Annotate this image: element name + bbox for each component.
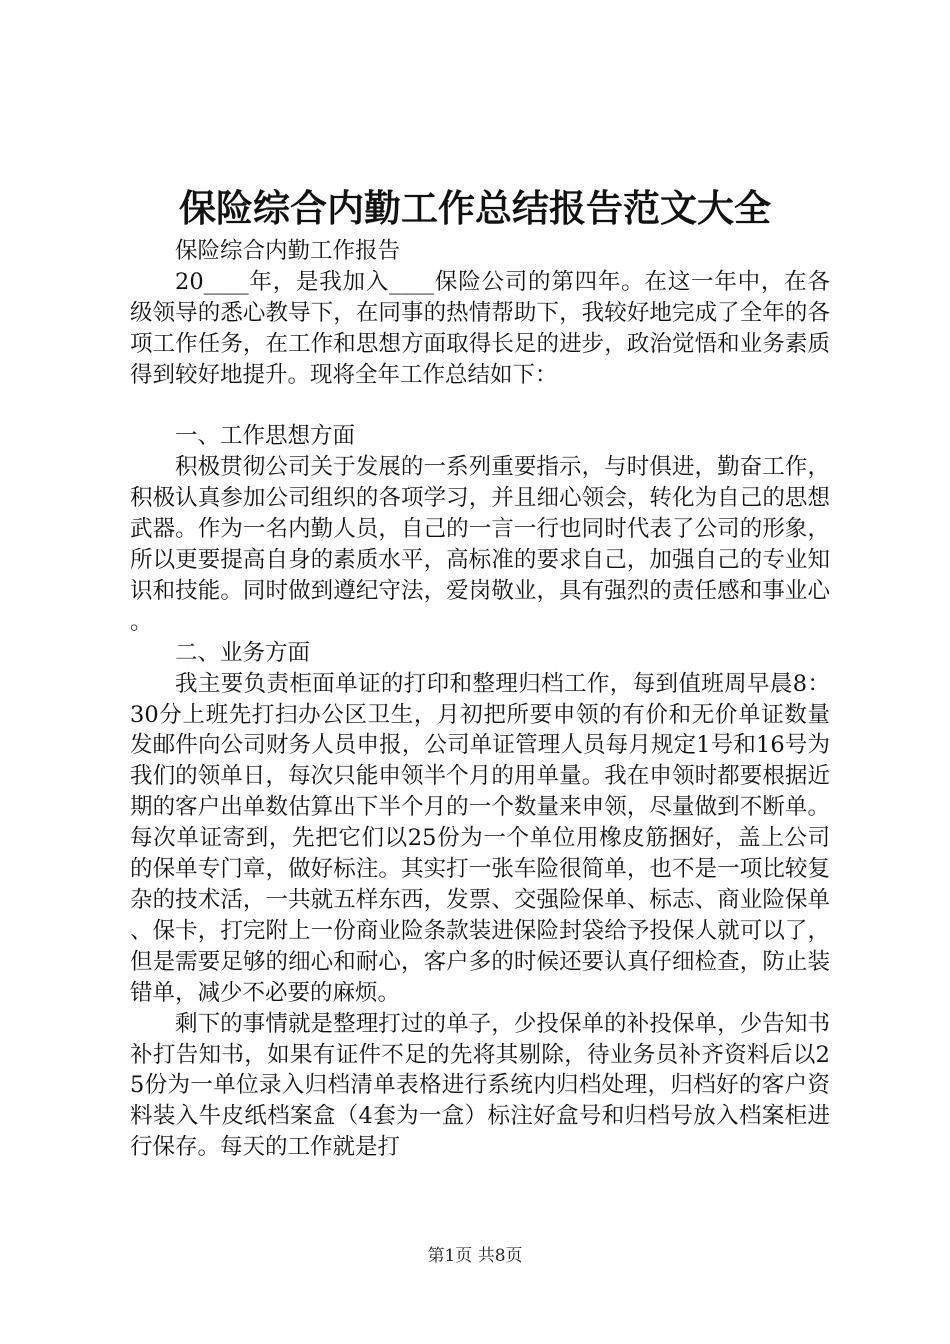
section-2-paragraph-2: 剩下的事情就是整理打过的单子，少投保单的补投保单，少告知书补打告知书，如果有证件不足的先将其剔除，待业务员补齐资料后以25份为一单位录入归档清单表格进行系统内归档处理，归档好的客户资料装入牛皮纸档案盒（4套为一盒）标注好盒号和归档号放入档案柜进行保存。每天的工作就是打 [130,1010,830,1161]
subtitle-paragraph: 保险综合内勤工作报告 [175,238,401,264]
document-title: 保险综合内勤工作总结报告范文大全 [179,187,771,230]
section-heading-2: 二、业务方面 [175,639,311,666]
document-body [130,236,830,1163]
section-1-paragraph: 积极贯彻公司关于发展的一系列重要指示，与时俱进，勤奋工作，积极认真参加公司组织的各项学习，并且细心领会，转化为自己的思想武器。作为一名内勤人员，自己的一言一行也同时代表了公司的形象，所以更要提高自身的素质水平，高标准的要求自己，加强自己的专业知识和技能。同时做到遵纪守法，爱岗敬业，具有强烈的责任感和事业心。 [130,454,830,635]
intro-paragraph: 20____年，是我加入____保险公司的第四年。在这一年中，在各级领导的悉心教导下，在同事的热情帮助下，我较好地完成了全年的各项工作任务，在工作和思想方面取得长足的进步，政治觉悟和业务素质得到较好地提升。现将全年工作总结如下： [130,268,830,388]
section-heading-1: 一、工作思想方面 [175,423,356,450]
page-footer: 第1页 共8页 [427,1246,523,1266]
section-2-paragraph-1: 我主要负责柜面单证的打印和整理归档工作，每到值班周早晨8：30分上班先打扫办公区卫生，月初把所要申领的有价和无价单证数量发邮件向公司财务人员申报，公司单证管理人员每月规定1号和16号为我们的领单日，每次只能申领半个月的用单量。我在申领时都要根据近期的客户出单数估算出下半个月的一个数量来申领，尽量做到不断单。每次单证寄到，先把它们以25份为一个单位用橡皮筋捆好，盖上公司的保单专门章，做好标注。其实打一张车险很简单，也不是一项比较复杂的技术活，一共就五样东西，发票、交强险保单、标志、商业险保单、保卡，打完附上一份商业险条款装进保险封袋给予投保人就可以了，但是需要足够的细心和耐心，客户多的时候还要认真仔细检查，防止装错单，减少不必要的麻烦。 [130,670,830,1006]
